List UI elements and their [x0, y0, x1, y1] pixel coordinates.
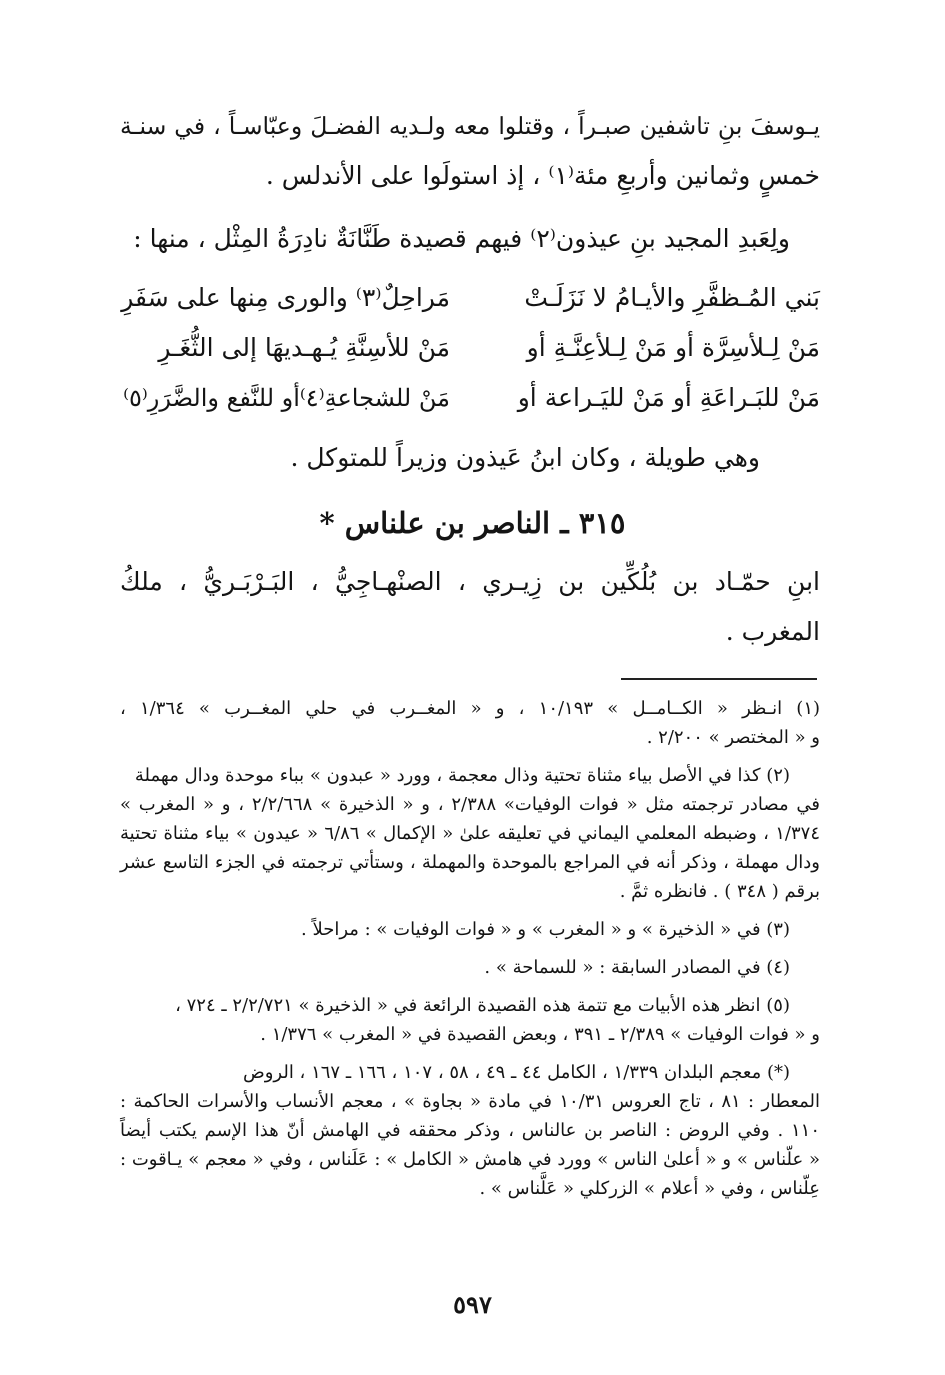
entry-heading: ٣١٥ ـ الناصر بن علناس * [319, 506, 626, 540]
verse-3-second-hemistich: مَنْ للشجاعةِ⁽٤⁾أو للنَّفع والضَّرَرِ⁽٥⁾ [123, 384, 450, 412]
verse-2-first-hemistich: مَنْ لِـلأسِرَّة أو مَنْ لِـلأعِنَّـةِ أو [526, 333, 820, 362]
footnote-line-8: (٣) في « الذخيرة » و « المغرب » و « فوات الوفيات » : مراحلاً . [301, 919, 790, 940]
bio-line-2: المغرب . [725, 617, 820, 646]
footnote-line-3: (٢) كذا في الأصل بياء مثناة تحتية وذال معجمة ، وورد « عبدون » بباء موحدة ودال مهملة [134, 765, 790, 786]
footnote-line-7: برقم ( ٣٤٨ ) . فانظره ثمَّ . [619, 881, 820, 902]
footnote-line-15: « علّناس » و « أعلىٰ الناس » وورد في هامش « الكامل » : عَلَناس ، وفي « معجم » يـاقوت : [120, 1149, 820, 1170]
verse-2-second-hemistich: مَنْ للأسِنَّةِ يُـهـديهَا إلى الثُّغَـرِ [158, 333, 450, 362]
footnote-line-9: (٤) في المصادر السابقة : « للسماحة » . [484, 957, 790, 978]
bio-line-1: ابنِ حمّـاد بن بُلُكِّين بن زِيـري ، الصنْهـاجِيُّ ، البَـرْبَـريُّ ، ملكُ [120, 567, 820, 596]
verse-1-second-hemistich: مَراحِلٌ⁽٣⁾ والورى مِنها على سَفَرِ [121, 283, 450, 312]
verse-2 [120, 326, 820, 370]
footnote-line-6: ودال مهملة ، وذكر أنه في المراجع بالموحدة والمهملة ، وستأتي ترجمته في الجزء التاسع عشر [120, 852, 820, 873]
body-line-3: ولِعَبدِ المجيد بنِ عيذون⁽٢⁾ فيهم قصيدة طَنَّانَةٌ نادِرَةُ المِثْل ، منها : [133, 224, 790, 253]
footnote-line-11: و « فوات الوفيات » ٢/٣٨٩ ـ ٣٩١ ، وبعض القصيدة في « المغرب » ١/٣٧٦ . [260, 1024, 820, 1045]
verse-1-first-hemistich: بَني المُـظفَّرِ والأيـامُ لا نَزَلَـتْ [524, 283, 820, 312]
page-number: ٥٩٧ [453, 1290, 492, 1319]
footnote-line-1: (١) انـظر « الكــامــل » ١٠/١٩٣ ، و « المغــرب في حلي المغــرب » ١/٣٦٤ ، [120, 698, 821, 719]
footnote-line-13: المعطار : ٨١ ، تاج العروس ١٠/٣١ في مادة « بجاوة » ، معجم الأنساب والأسرات الحاكمة : [120, 1091, 821, 1112]
verse-3-first-hemistich: مَنْ للبَـراعَةِ أو مَنْ لليَـراعة أو [517, 383, 820, 412]
footnote-line-4: في مصادر ترجمته مثل « فوات الوفيات» ٢/٣٨٨ ، و « الذخيرة » ٢/٢/٦٦٨ ، و « المغرب » [120, 794, 820, 815]
footnote-separator [621, 678, 817, 680]
footnote-line-16: عِلّناس ، وفي « أعلام » الزركلي « عَلَّناس » . [479, 1178, 820, 1199]
body-line-after-verses: وهي طويلة ، وكان ابنُ عَيذون وزيراً للمتوكل . [290, 443, 760, 472]
footnote-line-10: (٥) انظر هذه الأبيات مع تتمة هذه القصيدة الرائعة في « الذخيرة » ٢/٢/٧٢١ ـ ٧٢٤ ، [175, 995, 790, 1016]
verse-3 [120, 376, 820, 420]
body-line-1: يـوسفَ بنِ تاشفين صبـراً ، وقتلوا معه ولـديه الفضـلَ وعبّاسـاً ، في سنـة [120, 112, 820, 140]
body-line-2: خمسٍ وثمانين وأربعِ مئة⁽١⁾ ، إذ استولَوا على الأندلس . [265, 161, 820, 190]
footnote-line-2: و « المختصر » ٢/٢٠٠ . [646, 727, 820, 748]
footnote-line-12: (*) معجم البلدان ١/٣٣٩ ، الكامل ٤٤ ـ ٤٩ ، ٥٨ ، ١٠٧ ، ١٦٦ ـ ١٦٧ ، الروض [242, 1062, 790, 1083]
footnote-line-5: ١/٣٧٤ ، وضبطه المعلمي اليماني في تعليقه علىٰ « الإكمال » ٦/٨٦ « عيدون » بياء مثناة تحتية [120, 823, 820, 844]
footnote-line-14: ١١٠ . وفي الروض : الناصر بن عالناس ، وذكر محققه في الهامش أنّ هذا الإسم يكتب أيضاً [120, 1120, 820, 1141]
verse-1 [120, 276, 820, 320]
